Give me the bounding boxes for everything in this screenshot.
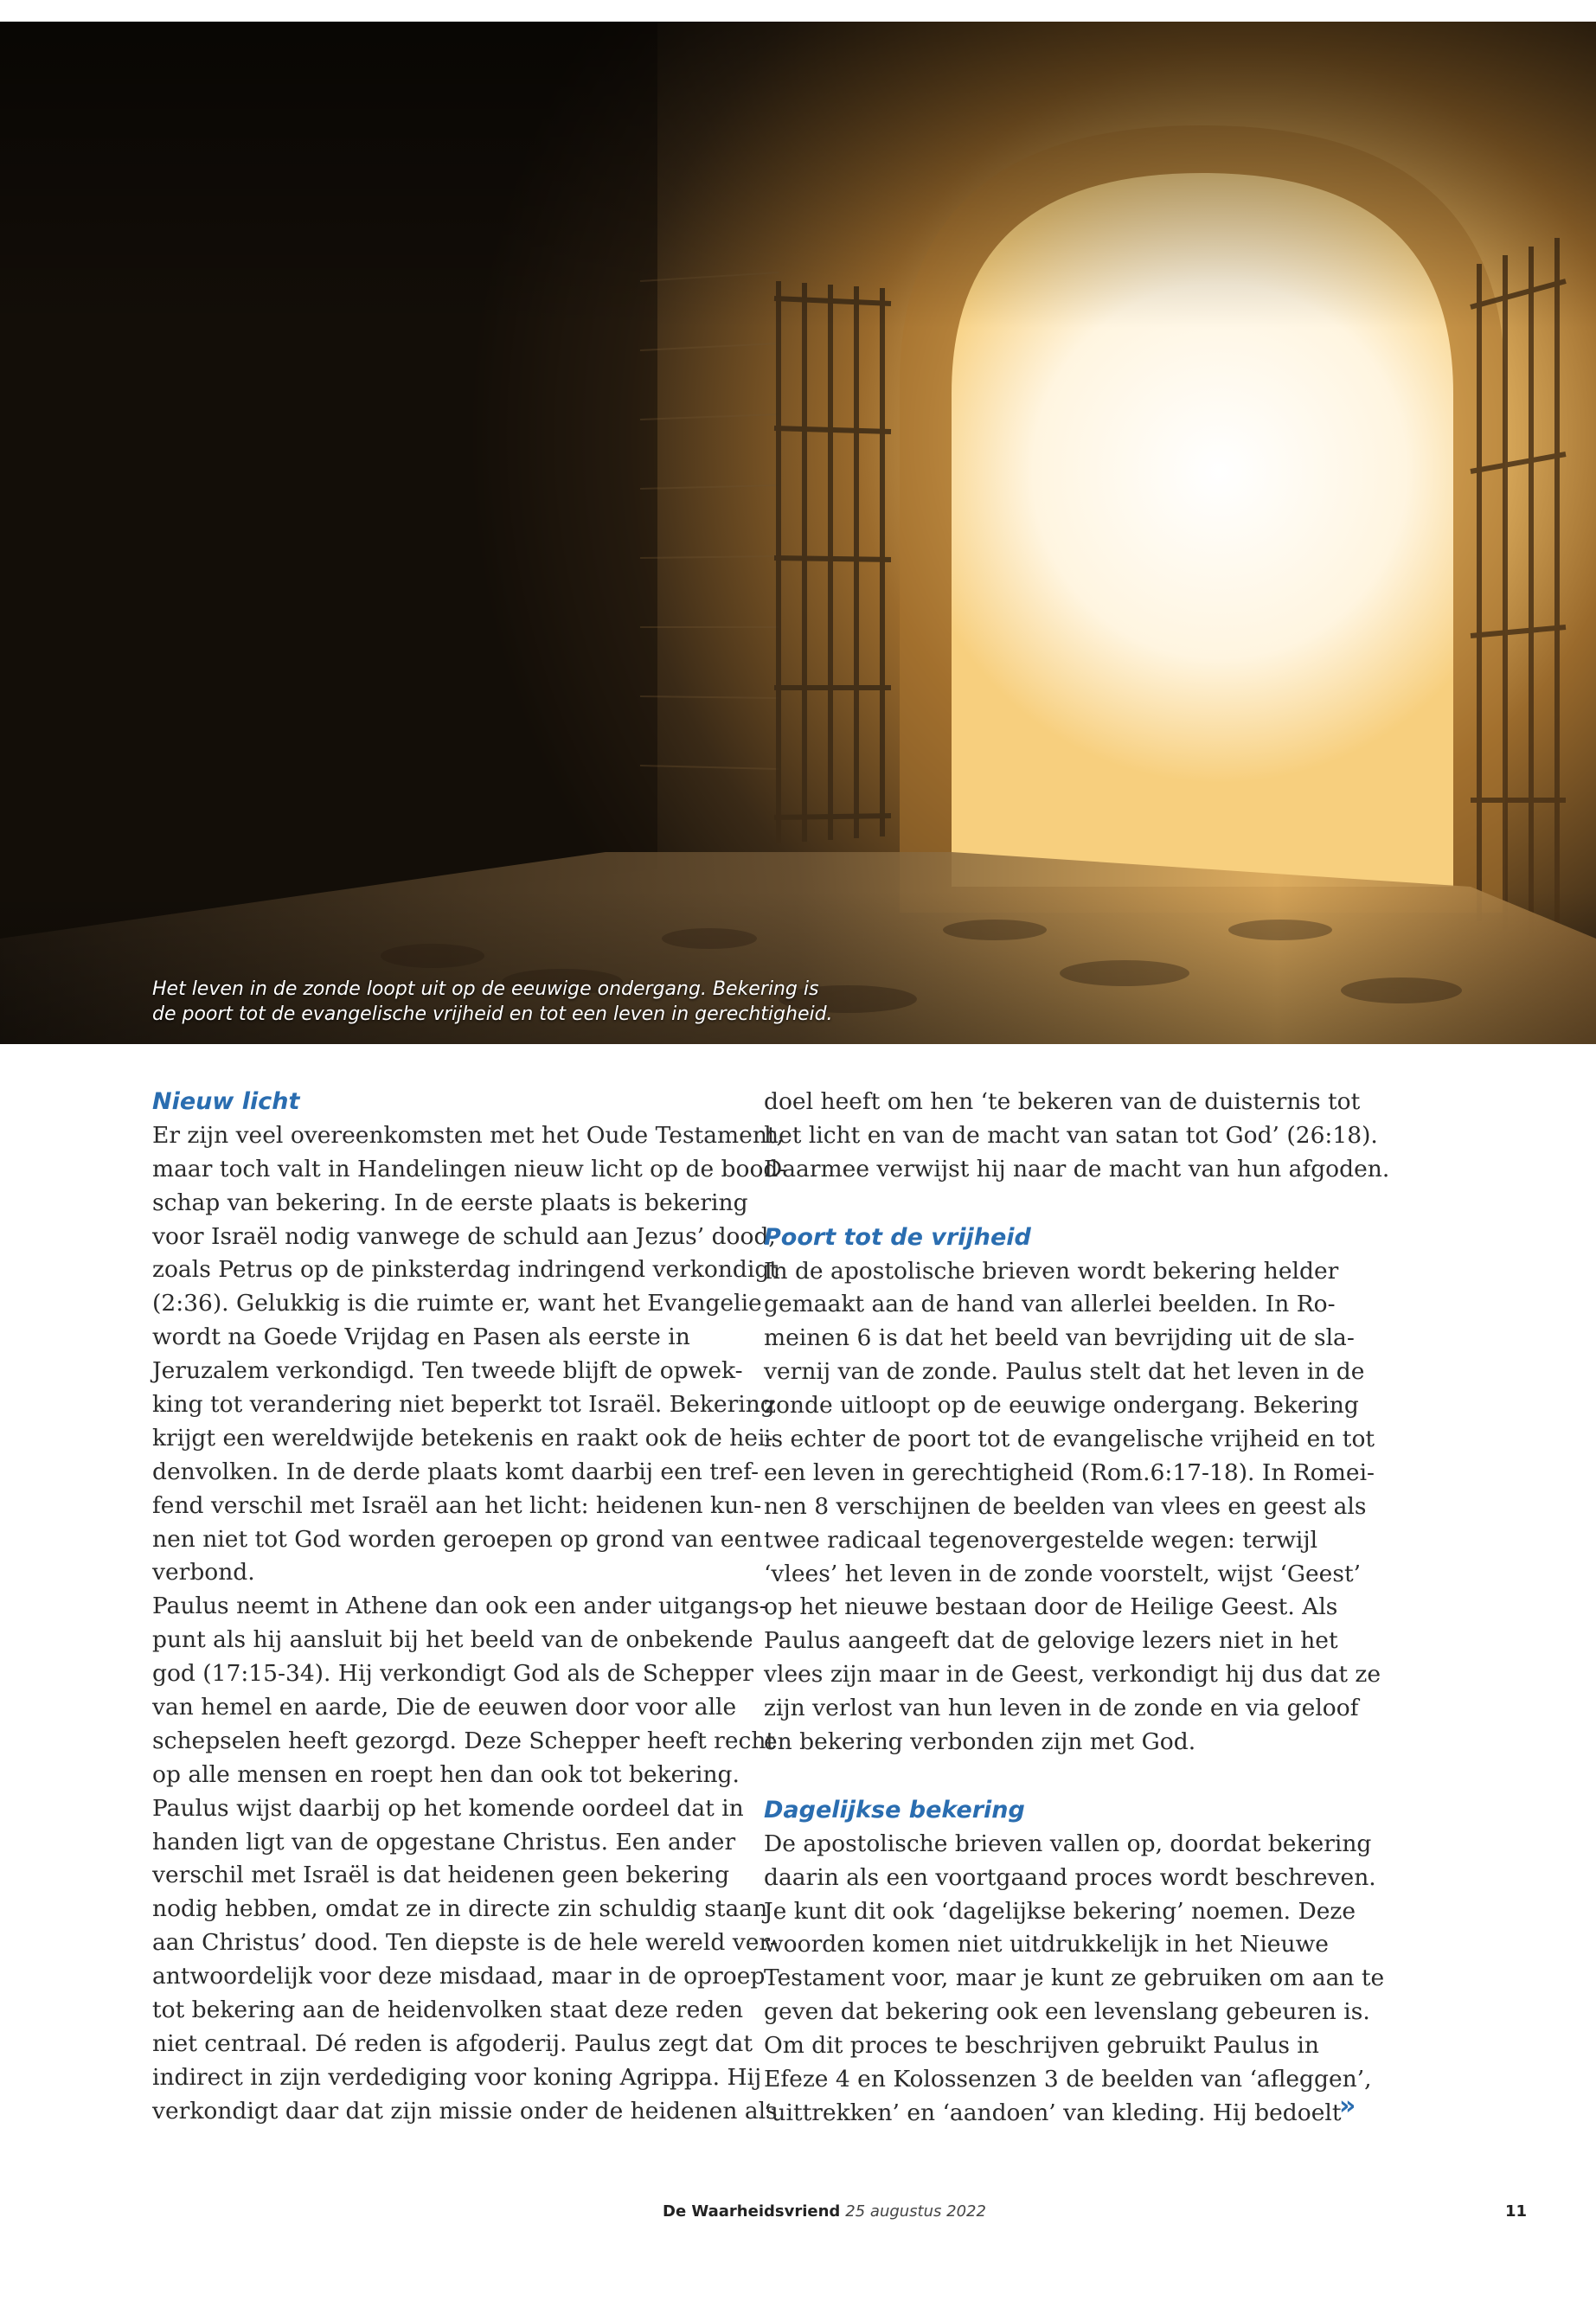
right-column-intro (764, 1086, 1390, 1187)
body-text-line: Daarmee verwijst hij naar de macht van hun afgoden. (764, 1155, 1390, 1183)
body-text-line: verschil met Israël is dat heidenen geen bekering (152, 1862, 730, 1889)
caption-line: Het leven in de zonde loopt uit op de eeuwige ondergang. Bekering is (152, 978, 819, 1000)
body-text-line: het licht en van de macht van satan tot God’ (26:18). (764, 1121, 1378, 1149)
photo-caption (152, 977, 833, 1027)
body-text-line: denvolken. In de derde plaats komt daarbij een tref- (152, 1458, 760, 1485)
body-text-line: nen niet tot God worden geroepen op grond van een (152, 1525, 763, 1553)
section-body-poort-tot-de-vrijheid (764, 1255, 1381, 1759)
body-text-line: indirect in zijn verdediging voor koning Agrippa. Hij (152, 2063, 762, 2091)
body-text-line: maar toch valt in Handelingen nieuw licht op de bood- (152, 1155, 786, 1183)
issue-date: 25 augustus 2022 (845, 2202, 986, 2221)
body-text-line: Paulus wijst daarbij op het komende oordeel dat in (152, 1794, 744, 1822)
body-text-line: vlees zijn maar in de Geest, verkondigt hij dus dat ze (764, 1661, 1381, 1689)
body-text-line: op het nieuwe bestaan door de Heilige Geest. Als (764, 1593, 1338, 1621)
body-text-line: In de apostolische brieven wordt bekering helder (764, 1257, 1339, 1285)
body-text-line: gemaakt aan de hand van allerlei beelden. In Ro- (764, 1291, 1336, 1318)
body-text-line: ‘vlees’ het leven in de zonde voorstelt, wijst ‘Geest’ (764, 1560, 1362, 1587)
body-text-line: op alle mensen en roept hen dan ook tot bekering. (152, 1760, 740, 1788)
body-text-line: krijgt een wereldwijde betekenis en raakt ook de hei- (152, 1424, 773, 1452)
body-text-line: king tot verandering niet beperkt tot Israël. Bekering (152, 1391, 775, 1419)
body-text-line: wordt na Goede Vrijdag en Pasen als eerste in (152, 1324, 690, 1351)
body-text-line: schepselen heeft gezorgd. Deze Schepper heeft recht (152, 1727, 776, 1754)
body-text-line: handen ligt van de opgestane Christus. Een ander (152, 1828, 736, 1856)
body-text-line: verbond. (152, 1559, 255, 1586)
continue-arrow-icon: » (1339, 2091, 1356, 2121)
left-column (152, 1086, 786, 2129)
body-text-line: aan Christus’ dood. Ten diepste is de hele wereld ver- (152, 1929, 779, 1957)
body-text-line: De apostolische brieven vallen op, doordat bekering (764, 1830, 1372, 1857)
body-text-line: niet centraal. Dé reden is afgoderij. Paulus zegt dat (152, 2029, 753, 2057)
body-text-line: Er zijn veel overeenkomsten met het Oude Testament, (152, 1121, 784, 1149)
body-text-line: nen 8 verschijnen de beelden van vlees en geest als (764, 1492, 1367, 1520)
body-text-line: Efeze 4 en Kolossenzen 3 de beelden van ‘afleggen’, (764, 2066, 1372, 2093)
body-text-line: geven dat bekering ook een levenslang gebeuren is. (764, 1998, 1370, 2026)
body-text-line: zoals Petrus op de pinksterdag indringend verkondigt (152, 1256, 779, 1284)
section-body-dagelijkse-bekering (764, 1828, 1385, 2131)
body-text-line: een leven in gerechtigheid (Rom.6:17-18). In Romei- (764, 1458, 1375, 1486)
body-text-line: en bekering verbonden zijn met God. (764, 1728, 1196, 1756)
body-text-line: Je kunt dit ook ‘dagelijkse bekering’ noemen. Deze (764, 1897, 1356, 1925)
body-text-line: verkondigt daar dat zijn missie onder de heidenen als (152, 2097, 778, 2125)
body-text-line: antwoordelijk voor deze misdaad, maar in de oproep (152, 1963, 766, 1990)
body-text-line: Om dit proces te beschrijven gebruikt Paulus in (764, 2032, 1319, 2060)
hero-photo (0, 22, 1596, 1044)
body-text-line: fend verschil met Israël aan het licht: heidenen kun- (152, 1491, 762, 1519)
tunnel-gate-illustration (0, 22, 1596, 1044)
body-text-line: (2:36). Gelukkig is die ruimte er, want het Evangelie (152, 1290, 762, 1317)
body-text-line: Paulus aangeeft dat de gelovige lezers niet in het (764, 1627, 1338, 1655)
body-text-line: punt als hij aansluit bij het beeld van de onbekende (152, 1626, 753, 1654)
body-text-line: woorden komen niet uitdrukkelijk in het Nieuwe (764, 1931, 1329, 1958)
body-text-line: nodig hebben, omdat ze in directe zin schuldig staan (152, 1895, 768, 1923)
body-text-line: meinen 6 is dat het beeld van bevrijding uit de sla- (764, 1324, 1355, 1352)
body-text-line: Testament voor, maar je kunt ze gebruiken om aan te (764, 1965, 1385, 1992)
footer-publication (663, 2202, 986, 2221)
section-heading-dagelijkse-bekering: Dagelijkse bekering (764, 1796, 1025, 1823)
body-text-line: van hemel en aarde, Die de eeuwen door voor alle (152, 1694, 737, 1721)
body-text-line: doel heeft om hen ‘te bekeren van de duisternis tot (764, 1088, 1361, 1115)
body-text-line: daarin als een voortgaand proces wordt beschreven. (764, 1863, 1376, 1891)
body-text-line: god (17:15-34). Hij verkondigt God als de Schepper (152, 1660, 753, 1688)
body-text-line: Paulus neemt in Athene dan ook een ander uitgangs- (152, 1593, 767, 1620)
right-column (764, 1086, 1390, 2131)
caption-line: de poort tot de evangelische vrijheid en tot een leven in gerechtigheid. (152, 1003, 833, 1025)
body-text-line: tot bekering aan de heidenvolken staat deze reden (152, 1997, 744, 2024)
left-column-body (152, 1119, 786, 2129)
body-text-line: zonde uitloopt op de eeuwige ondergang. Bekering (764, 1392, 1359, 1420)
section-heading-poort-tot-de-vrijheid: Poort tot de vrijheid (764, 1223, 1031, 1251)
body-text-line: vernij van de zonde. Paulus stelt dat het leven in de (764, 1358, 1365, 1386)
page-number: 11 (1505, 2202, 1528, 2221)
body-text-line: voor Israël nodig vanwege de schuld aan Jezus’ dood, (152, 1222, 776, 1250)
body-text-line: ‘uittrekken’ en ‘aandoen’ van kleding. Hij bedoelt (764, 2099, 1342, 2126)
body-text-line: schap van bekering. In de eerste plaats is bekering (152, 1189, 748, 1216)
body-text-line: is echter de poort tot de evangelische vrijheid en tot (764, 1426, 1375, 1453)
body-text-line: Jeruzalem verkondigd. Ten tweede blijft de opwek- (152, 1357, 743, 1385)
section-heading-nieuw-licht: Nieuw licht (152, 1088, 300, 1115)
body-text-line: twee radicaal tegenovergestelde wegen: terwijl (764, 1526, 1318, 1554)
body-text-line: zijn verlost van hun leven in de zonde en via geloof (764, 1695, 1359, 1722)
publication-name: De Waarheidsvriend (663, 2202, 841, 2221)
